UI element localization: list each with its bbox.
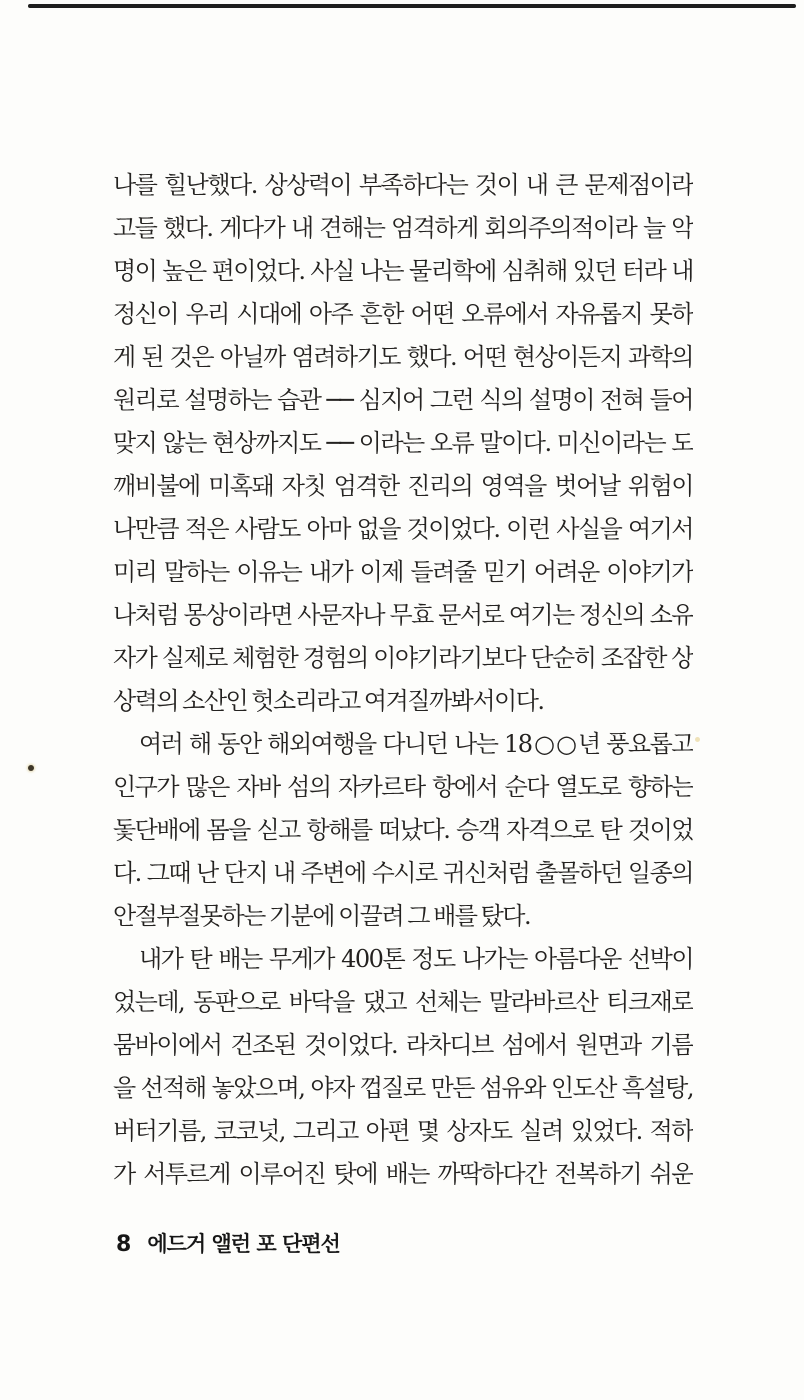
scan-speck-faint <box>695 737 700 742</box>
book-title: 에드거 앨런 포 단편선 <box>147 1232 340 1256</box>
body-text <box>113 164 693 1196</box>
text-line: 안절부절못하는 기분에 이끌려 그 배를 탔다. <box>113 902 531 930</box>
text-line: 나만큼 적은 사람도 아마 없을 것이었다. 이런 사실을 여기서 <box>113 515 693 543</box>
scan-edge-artifact <box>28 4 796 8</box>
text-line: 고들 했다. 게다가 내 견해는 엄격하게 회의주의적이라 늘 악 <box>113 214 693 242</box>
text-line: 나처럼 몽상이라면 사문자나 무효 문서로 여기는 정신의 소유 <box>113 601 693 629</box>
text-line: 뭄바이에서 건조된 것이었다. 라차디브 섬에서 원면과 기름 <box>113 1031 693 1059</box>
text-line: 을 선적해 놓았으며, 야자 껍질로 만든 섬유와 인도산 흑설탕, <box>113 1074 693 1102</box>
page-number: 8 <box>116 1232 132 1257</box>
text-line: 미리 말하는 이유는 내가 이제 들려줄 믿기 어려운 이야기가 <box>113 558 693 586</box>
text-line: 나를 힐난했다. 상상력이 부족하다는 것이 내 큰 문제점이라 <box>113 171 693 199</box>
text-line: 원리로 설명하는 습관 ── 심지어 그런 식의 설명이 전혀 들어 <box>113 386 693 414</box>
text-line: 돛단배에 몸을 싣고 항해를 떠났다. 승객 자격으로 탄 것이었 <box>113 816 693 844</box>
text-line: 여러 해 동안 해외여행을 다니던 나는 18○○년 풍요롭고 <box>139 730 693 758</box>
text-line: 맞지 않는 현상까지도 ── 이라는 오류 말이다. 미신이라는 도 <box>113 429 693 457</box>
scan-speck <box>28 765 34 771</box>
text-line: 었는데, 동판으로 바닥을 댔고 선체는 말라바르산 티크재로 <box>113 988 693 1016</box>
text-line: 다. 그때 난 단지 내 주변에 수시로 귀신처럼 출몰하던 일종의 <box>113 859 693 887</box>
text-line: 게 된 것은 아닐까 염려하기도 했다. 어떤 현상이든지 과학의 <box>113 343 693 371</box>
text-line: 인구가 많은 자바 섬의 자카르타 항에서 순다 열도로 향하는 <box>113 773 693 801</box>
text-line: 가 서투르게 이루어진 탓에 배는 까딱하다간 전복하기 쉬운 <box>113 1160 693 1188</box>
text-line: 깨비불에 미혹돼 자칫 엄격한 진리의 영역을 벗어날 위험이 <box>113 472 693 500</box>
text-line: 버터기름, 코코넛, 그리고 아편 몇 상자도 실려 있었다. 적하 <box>113 1117 693 1145</box>
text-line: 내가 탄 배는 무게가 400톤 정도 나가는 아름다운 선박이 <box>139 945 693 973</box>
page-footer <box>116 1230 340 1258</box>
text-line: 자가 실제로 체험한 경험의 이야기라기보다 단순히 조잡한 상 <box>113 644 693 672</box>
text-line: 명이 높은 편이었다. 사실 나는 물리학에 심취해 있던 터라 내 <box>113 257 693 285</box>
text-line: 상력의 소산인 헛소리라고 여겨질까봐서이다. <box>113 687 544 715</box>
text-line: 정신이 우리 시대에 아주 흔한 어떤 오류에서 자유롭지 못하 <box>113 300 693 328</box>
